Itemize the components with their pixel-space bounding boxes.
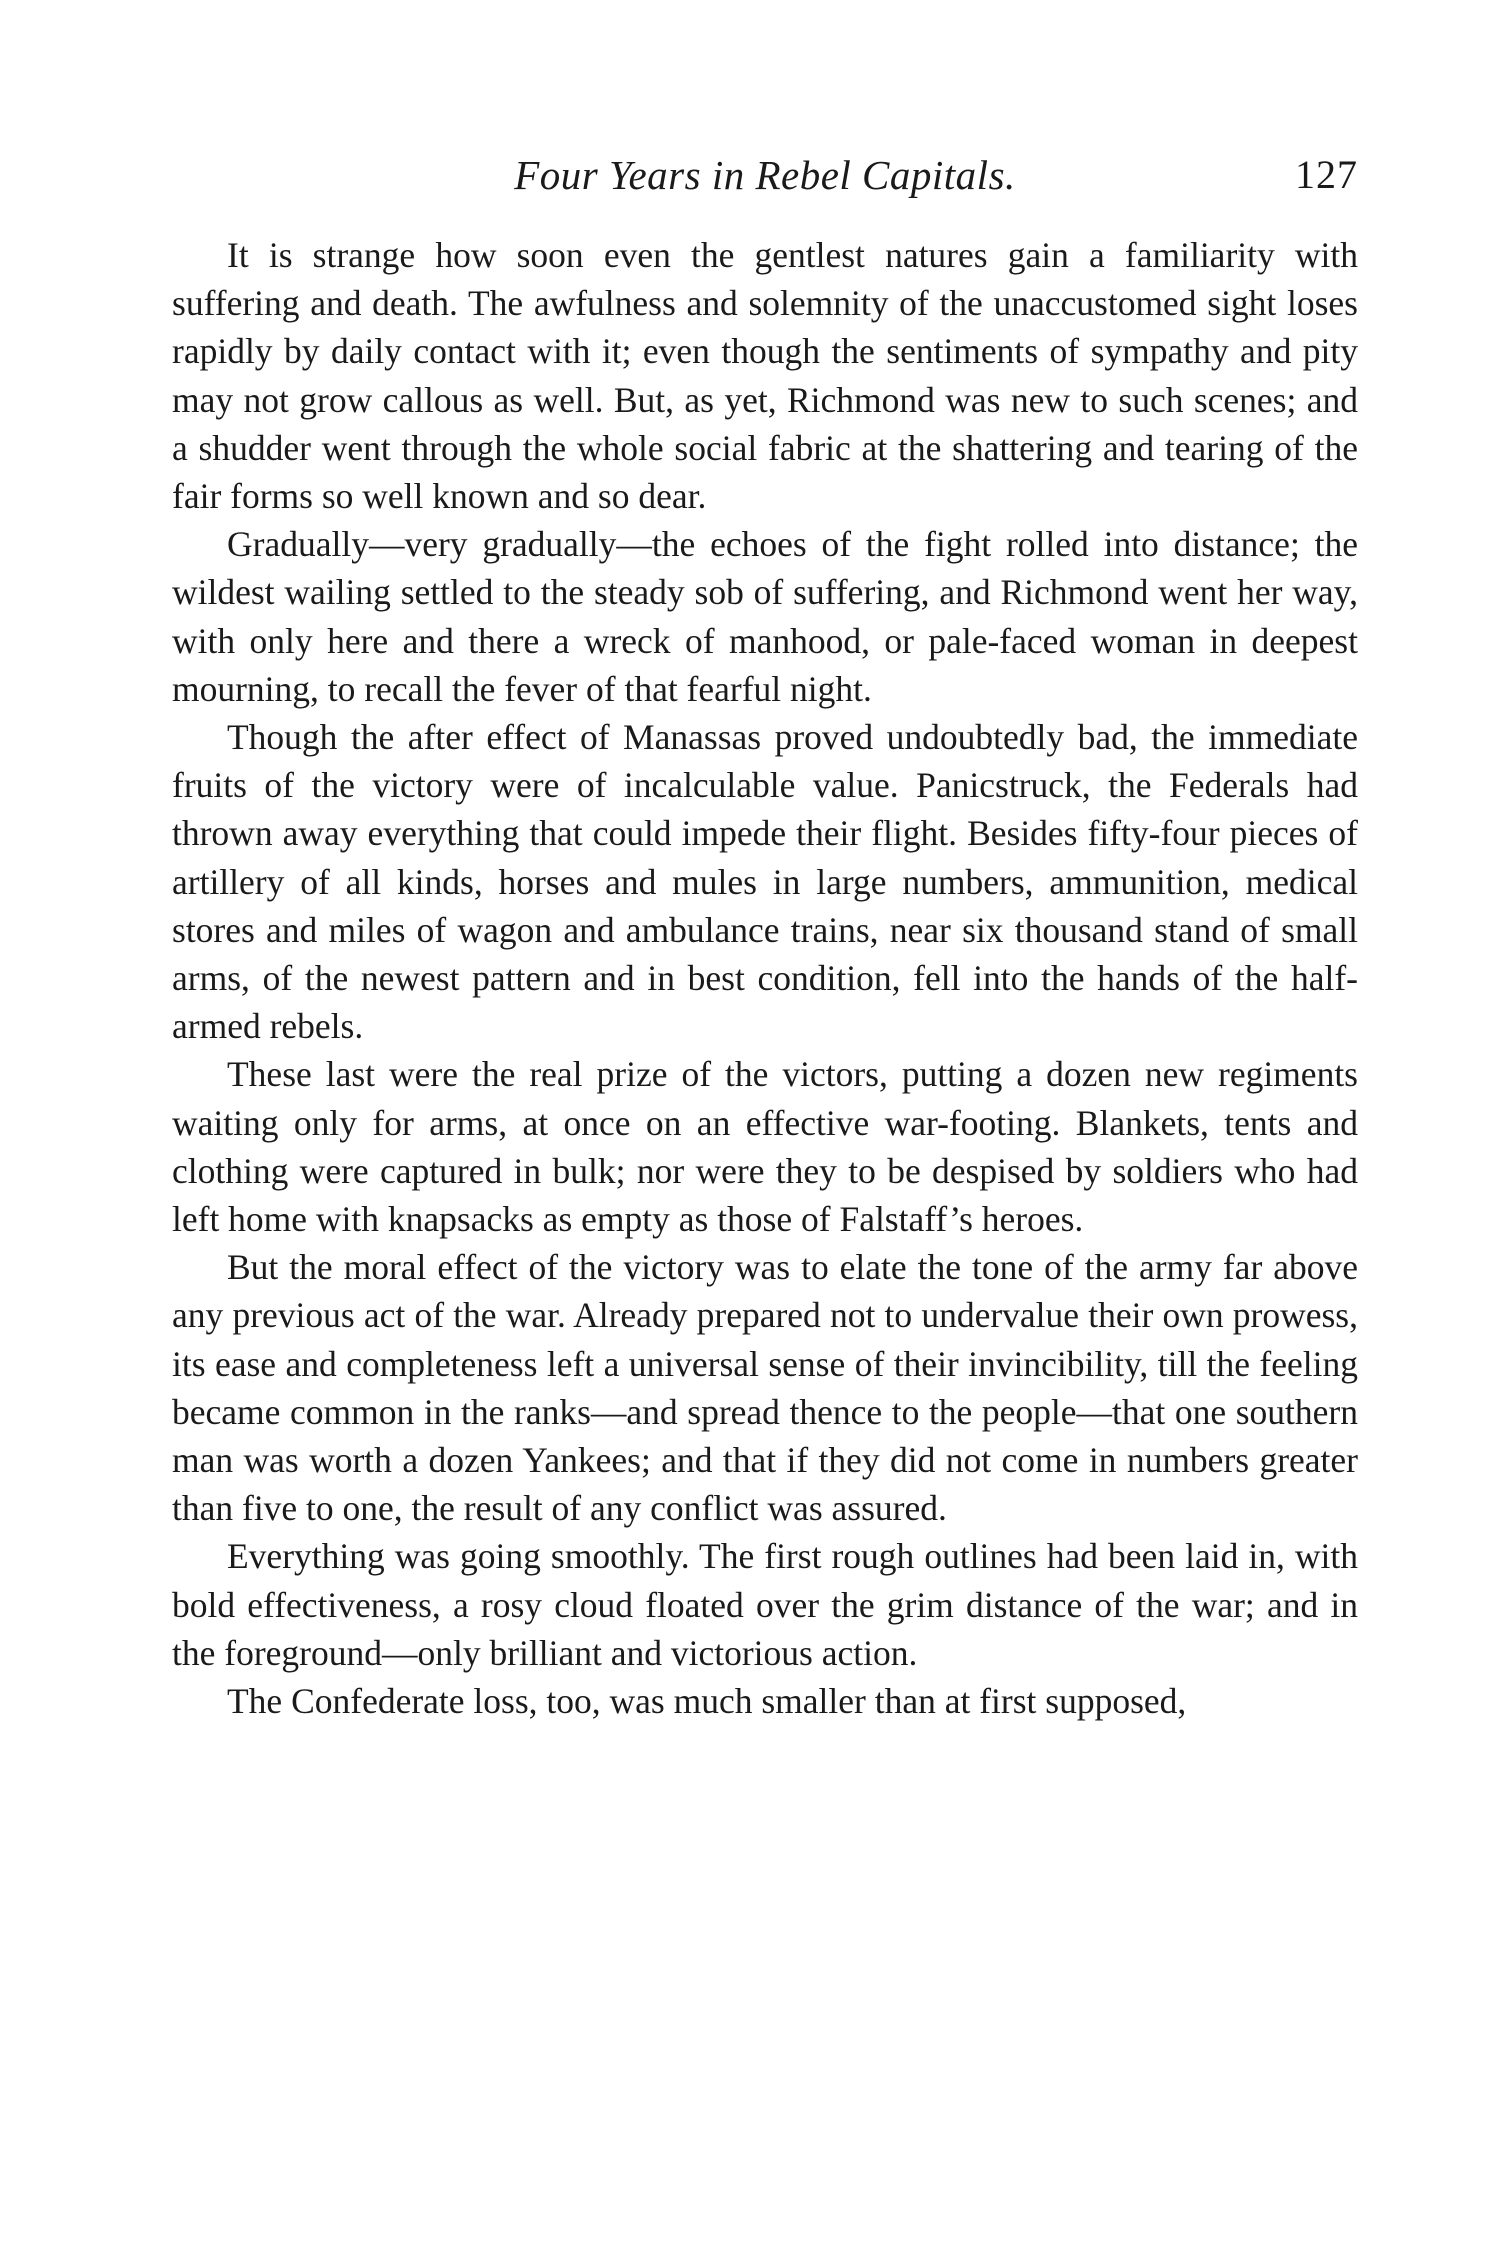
paragraph: It is strange how soon even the gentlest natures gain a familiarity with suffering and death. The awfulness and solemnity of the unaccustomed sight loses rapidly by daily contact with it; even though the sentiments of sympathy and pity may not grow callous as well. But, as yet, Richmond was new to such scenes; and a shudder went through the whole social fabric at the shattering and tearing of the fair forms so well known and so dear. (172, 235, 1358, 517)
paragraph-last: The Confederate loss, too, was much smaller than at first supposed, (227, 1681, 1187, 1722)
paragraph: Everything was going smoothly. The first rough outlines had been laid in, with bold effectiveness, a rosy cloud floated over the grim distance of the war; and in the foreground—only brilliant and victorious action. (172, 1536, 1358, 1673)
paragraph: Though the after effect of Manassas proved undoubtedly bad, the immediate fruits of the victory were of incalculable value. Panicstruck, the Federals had thrown away everything that could impede their flight. Besides fifty-four pieces of artillery of all kinds, horses and mules in large numbers, ammunition, medical stores and miles of wagon and ambulance trains, near six thousand stand of small arms, of the newest pattern and in best condition, fell into the hands of the half-armed rebels. (172, 717, 1358, 1047)
running-head (172, 140, 1358, 210)
page-number: 127 (1295, 152, 1358, 197)
paragraph: Gradually—very gradually—the echoes of the fight rolled into distance; the wildest wailing settled to the steady sob of suffering, and Richmond went her way, with only here and there a wreck of manhood, or pale-faced woman in deepest mourning, to recall the fever of that fearful night. (172, 524, 1358, 709)
paragraph: These last were the real prize of the victors, putting a dozen new regiments waiting only for arms, at once on an effective war-footing. Blankets, tents and clothing were captured in bulk; nor were they to be despised by soldiers who had left home with knapsacks as empty as those of Falstaff’s heroes. (172, 1054, 1358, 1240)
running-title: Four Years in Rebel Capitals. (514, 152, 1016, 198)
paragraph: But the moral effect of the victory was to elate the tone of the army far above any previous act of the war. Already prepared not to undervalue their own prowess, its ease and completeness left a universal sense of their invincibility, till the feeling became common in the ranks—and spread thence to the people—that one southern man was worth a dozen Yankees; and that if they did not come in numbers greater than five to one, the result of any conflict was assured. (172, 1247, 1358, 1529)
body-text (172, 231, 1358, 1725)
